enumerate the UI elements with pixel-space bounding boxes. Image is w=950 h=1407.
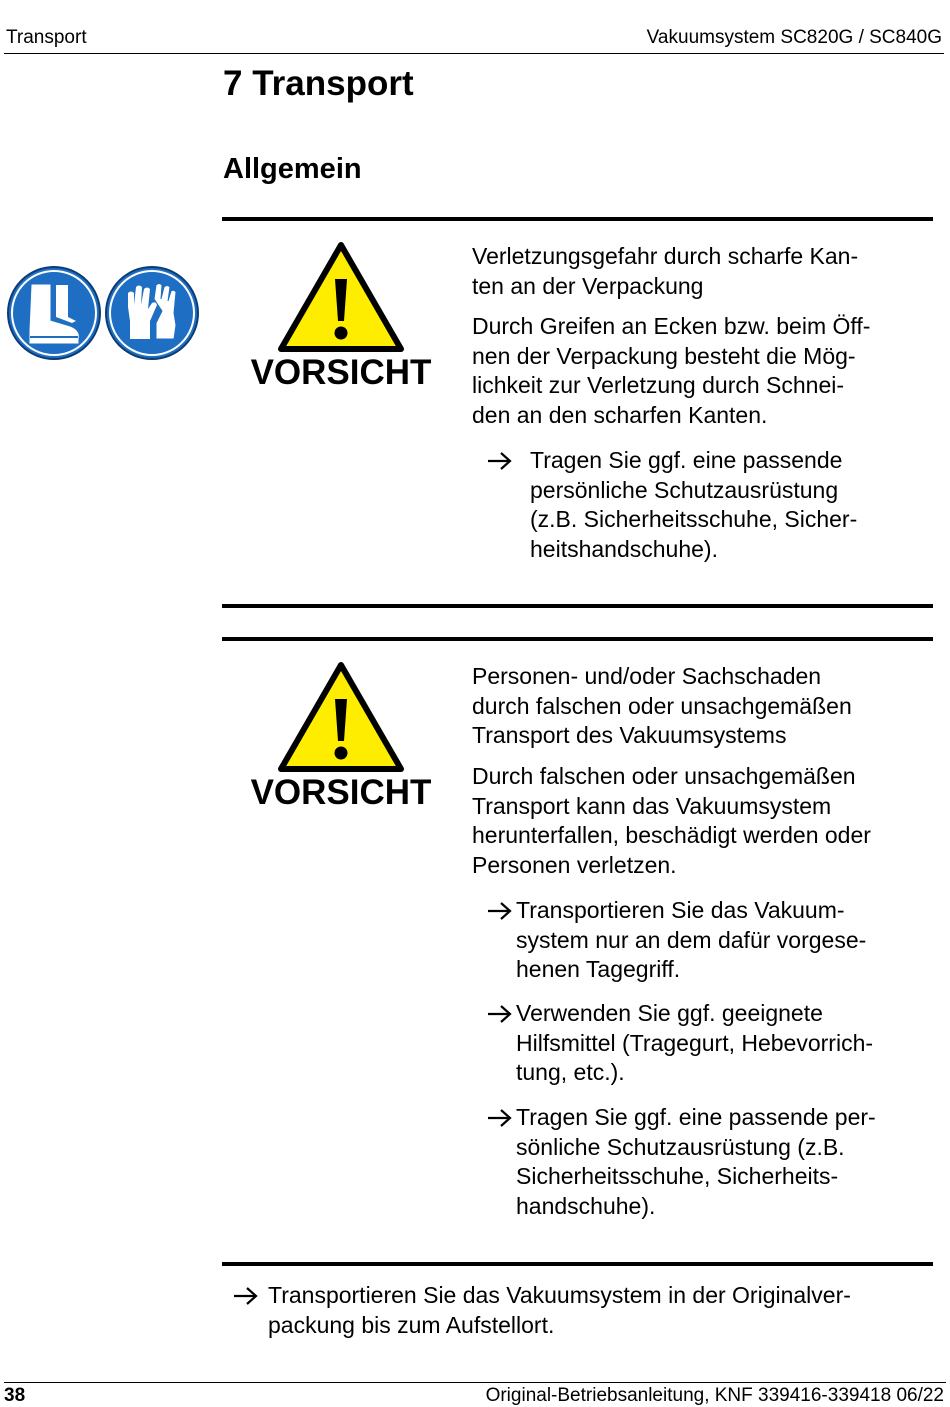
warning-bottom-rule	[222, 1262, 933, 1266]
final-instruction	[268, 1281, 851, 1340]
action-item	[516, 1103, 876, 1222]
warning-body-line: herunterfallen, beschädigt werden oder	[472, 822, 871, 849]
warning-body-line: Transport kann das Vakuumsystem	[472, 792, 832, 819]
warning-top-rule	[222, 217, 933, 221]
arrow-right-icon	[486, 900, 514, 922]
action-item	[516, 896, 866, 985]
warning-body-line: Durch Greifen an Ecken bzw. beim Öff-	[472, 313, 871, 339]
warning-heading-line: Verletzungsgefahr durch scharfe Kan-	[472, 243, 859, 269]
warning-bottom-rule	[222, 604, 933, 608]
arrow-right-icon	[486, 1107, 514, 1129]
warning-heading-line: ten an der Verpackung	[472, 272, 704, 299]
warning-heading-line: Transport des Vakuumsystems	[472, 722, 787, 749]
chapter-title: 7 Transport	[223, 64, 414, 103]
warning-top-rule	[222, 637, 933, 641]
action-line: persönliche Schutzausrüstung	[530, 476, 839, 503]
action-line: handschuhe).	[516, 1193, 656, 1220]
warning-heading-line: durch falschen oder unsachgemäßen	[472, 692, 852, 719]
warning-body-line: Durch falschen oder unsachgemäßen	[472, 763, 856, 789]
arrow-right-icon	[486, 1003, 514, 1025]
header-section-name: Transport	[6, 27, 87, 48]
header-product-name: Vakuumsystem SC820G / SC840G	[646, 27, 942, 48]
footer-document-info: Original-Betriebsanleitung, KNF 339416-339418 06/22	[485, 1385, 944, 1406]
warning-heading-line: Personen- und/oder Sachschaden	[472, 663, 822, 689]
action-line: heitshandschuhe).	[530, 536, 718, 563]
safety-gloves-icon	[104, 265, 200, 361]
instruction-line: packung bis zum Aufstellort.	[268, 1311, 555, 1338]
warning-body-line: den an den scharfen Kanten.	[472, 402, 768, 429]
warning-body	[472, 312, 870, 431]
action-line: Tragen Sie ggf. eine passende	[530, 447, 843, 473]
action-line: henen Tagegriff.	[516, 956, 681, 983]
action-line: Sicherheitsschuhe, Sicherheits-	[516, 1163, 839, 1190]
warning-triangle-icon	[277, 241, 405, 353]
action-line: Tragen Sie ggf. eine passende per-	[516, 1104, 876, 1130]
action-line: Hilfsmittel (Tragegurt, Hebevorrich-	[516, 1029, 874, 1056]
warning-body-line: nen der Verpackung besteht die Mög-	[472, 342, 856, 369]
arrow-right-icon	[486, 450, 514, 472]
action-line: sönliche Schutzausrüstung (z.B.	[516, 1133, 845, 1160]
action-line: Transportieren Sie das Vakuum-	[516, 897, 845, 923]
action-line: Verwenden Sie ggf. geeignete	[516, 1000, 823, 1026]
warning-body	[472, 762, 871, 881]
action-item	[516, 999, 873, 1088]
action-line: tung, etc.).	[516, 1059, 625, 1086]
warning-body-line: lichkeit zur Verletzung durch Schnei-	[472, 372, 845, 399]
warning-body-line: Personen verletzen.	[472, 852, 677, 879]
arrow-right-icon	[232, 1285, 260, 1307]
warning-heading	[472, 242, 858, 301]
safety-boots-icon	[6, 265, 102, 361]
warning-heading	[472, 662, 852, 751]
action-line: (z.B. Sicherheitsschuhe, Sicher-	[530, 506, 858, 533]
signal-word: VORSICHT	[250, 353, 432, 392]
action-line: system nur an dem dafür vorgese-	[516, 926, 867, 953]
signal-word: VORSICHT	[250, 773, 432, 812]
footer-divider	[4, 1382, 946, 1383]
instruction-line: Transportieren Sie das Vakuumsystem in der Originalver-	[268, 1282, 851, 1308]
action-item	[530, 446, 857, 565]
warning-triangle-icon	[277, 661, 405, 773]
page-number: 38	[4, 1385, 26, 1406]
section-title: Allgemein	[223, 153, 362, 185]
header-divider	[4, 53, 944, 54]
